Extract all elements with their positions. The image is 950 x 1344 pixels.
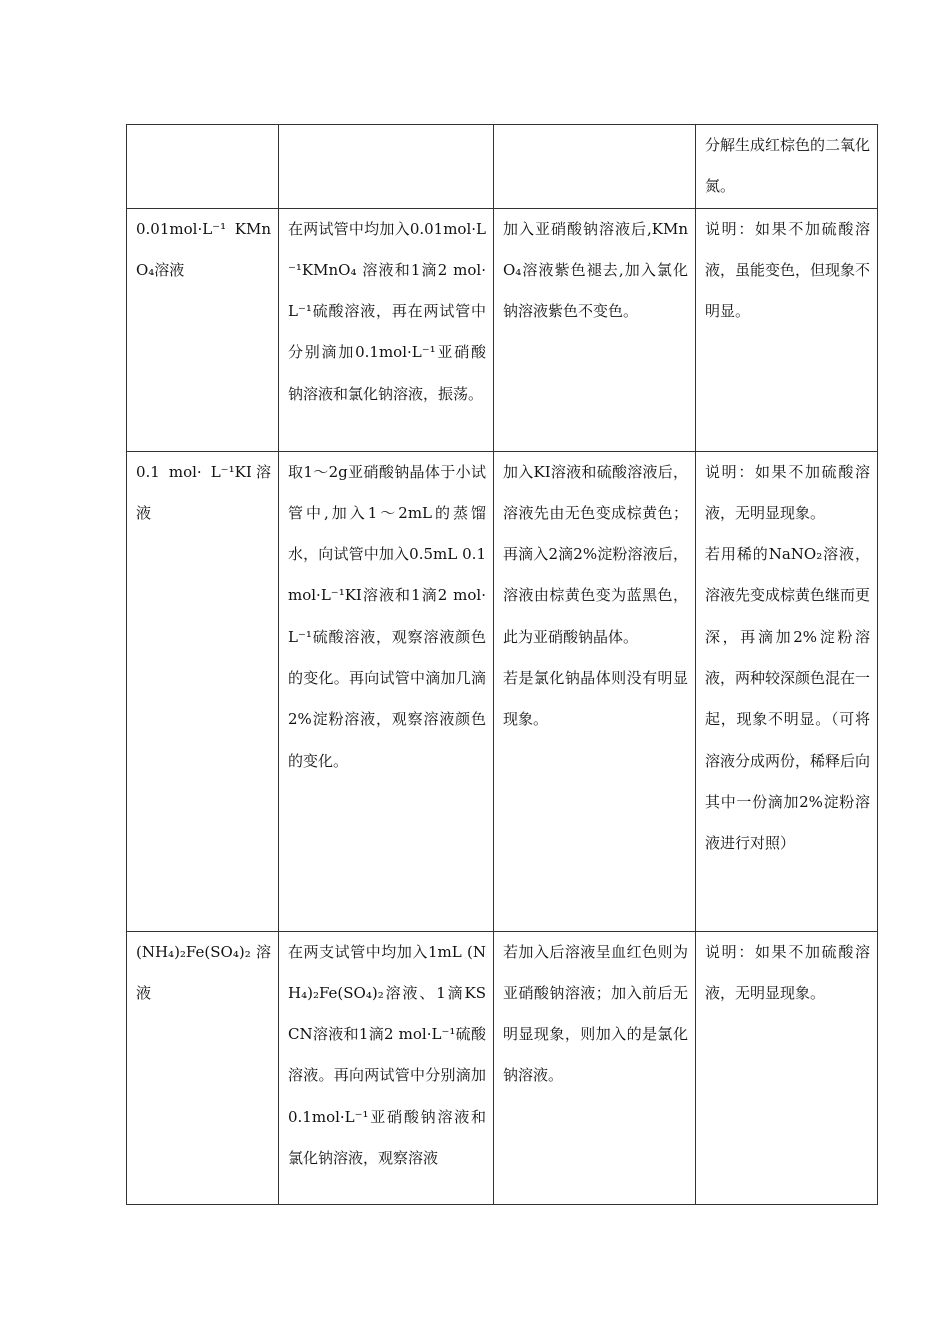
phenomenon-cell — [494, 451, 696, 931]
note-cell — [696, 451, 878, 931]
phenomenon-cell: 加入亚硝酸钠溶液后,KMnO₄溶液紫色褪去,加入氯化钠溶液紫色不变色。 — [494, 208, 696, 451]
reagent-table — [126, 124, 878, 1205]
table-row — [127, 451, 878, 931]
note-cell: 说明：如果不加硫酸溶液，虽能变色，但现象不明显。 — [696, 208, 878, 451]
phenomenon-cell: 若加入后溶液呈血红色则为亚硝酸钠溶液；加入前后无明显现象，则加入的是氯化钠溶液。 — [494, 931, 696, 1204]
note-text: 说明：如果不加硫酸溶液，无明显现象。 — [705, 462, 870, 522]
note-cell: 分解生成红棕色的二氧化氮。 — [696, 125, 878, 209]
procedure-cell: 在两支试管中均加入1mL (NH₄)₂Fe(SO₄)₂溶液、1滴KSCN溶液和1滴2 mol·L⁻¹硫酸溶液。再向两试管中分别滴加0.1mol·L⁻¹亚硝酸钠溶液和氯化钠溶液，观察溶液 — [279, 931, 494, 1204]
reagent-cell: 0.1 mol· L⁻¹KI溶液 — [127, 451, 279, 931]
table-row — [127, 125, 878, 209]
procedure-cell: 取1～2g亚硝酸钠晶体于小试管中,加入1～2mL的蒸馏水，向试管中加入0.5mL 0.1 mol·L⁻¹KI溶液和1滴2 mol·L⁻¹硫酸溶液，观察溶液颜色的变化。再向试管中滴加几滴2%淀粉溶液，观察溶液颜色的变化。 — [279, 451, 494, 931]
note-text-alt: 若用稀的NaNO₂溶液，溶液先变成棕黄色继而更深，再滴加2%淀粉溶液，两种较深颜色混在一起，现象不明显。（可将溶液分成两份，稀释后向其中一份滴加2%淀粉溶液进行对照） — [705, 545, 871, 853]
table-row — [127, 931, 878, 1204]
phenomenon-text: 加入KI溶液和硫酸溶液后，溶液先由无色变成棕黄色；再滴入2滴2%淀粉溶液后，溶液由棕黄色变为蓝黑色，此为亚硝酸钠晶体。 — [503, 462, 688, 646]
table-row — [127, 208, 878, 451]
note-cell: 说明：如果不加硫酸溶液，无明显现象。 — [696, 931, 878, 1204]
procedure-cell — [279, 125, 494, 209]
phenomenon-text-alt: 若是氯化钠晶体则没有明显现象。 — [503, 669, 688, 729]
reagent-cell: 0.01mol·L⁻¹ KMnO₄溶液 — [127, 208, 279, 451]
procedure-cell: 在两试管中均加入0.01mol·L⁻¹KMnO₄ 溶液和1滴2 mol·L⁻¹硫酸溶液，再在两试管中分别滴加0.1mol·L⁻¹亚硝酸钠溶液和氯化钠溶液，振荡。 — [279, 208, 494, 451]
reagent-cell — [127, 125, 279, 209]
phenomenon-cell — [494, 125, 696, 209]
reagent-cell: (NH₄)₂Fe(SO₄)₂ 溶液 — [127, 931, 279, 1204]
